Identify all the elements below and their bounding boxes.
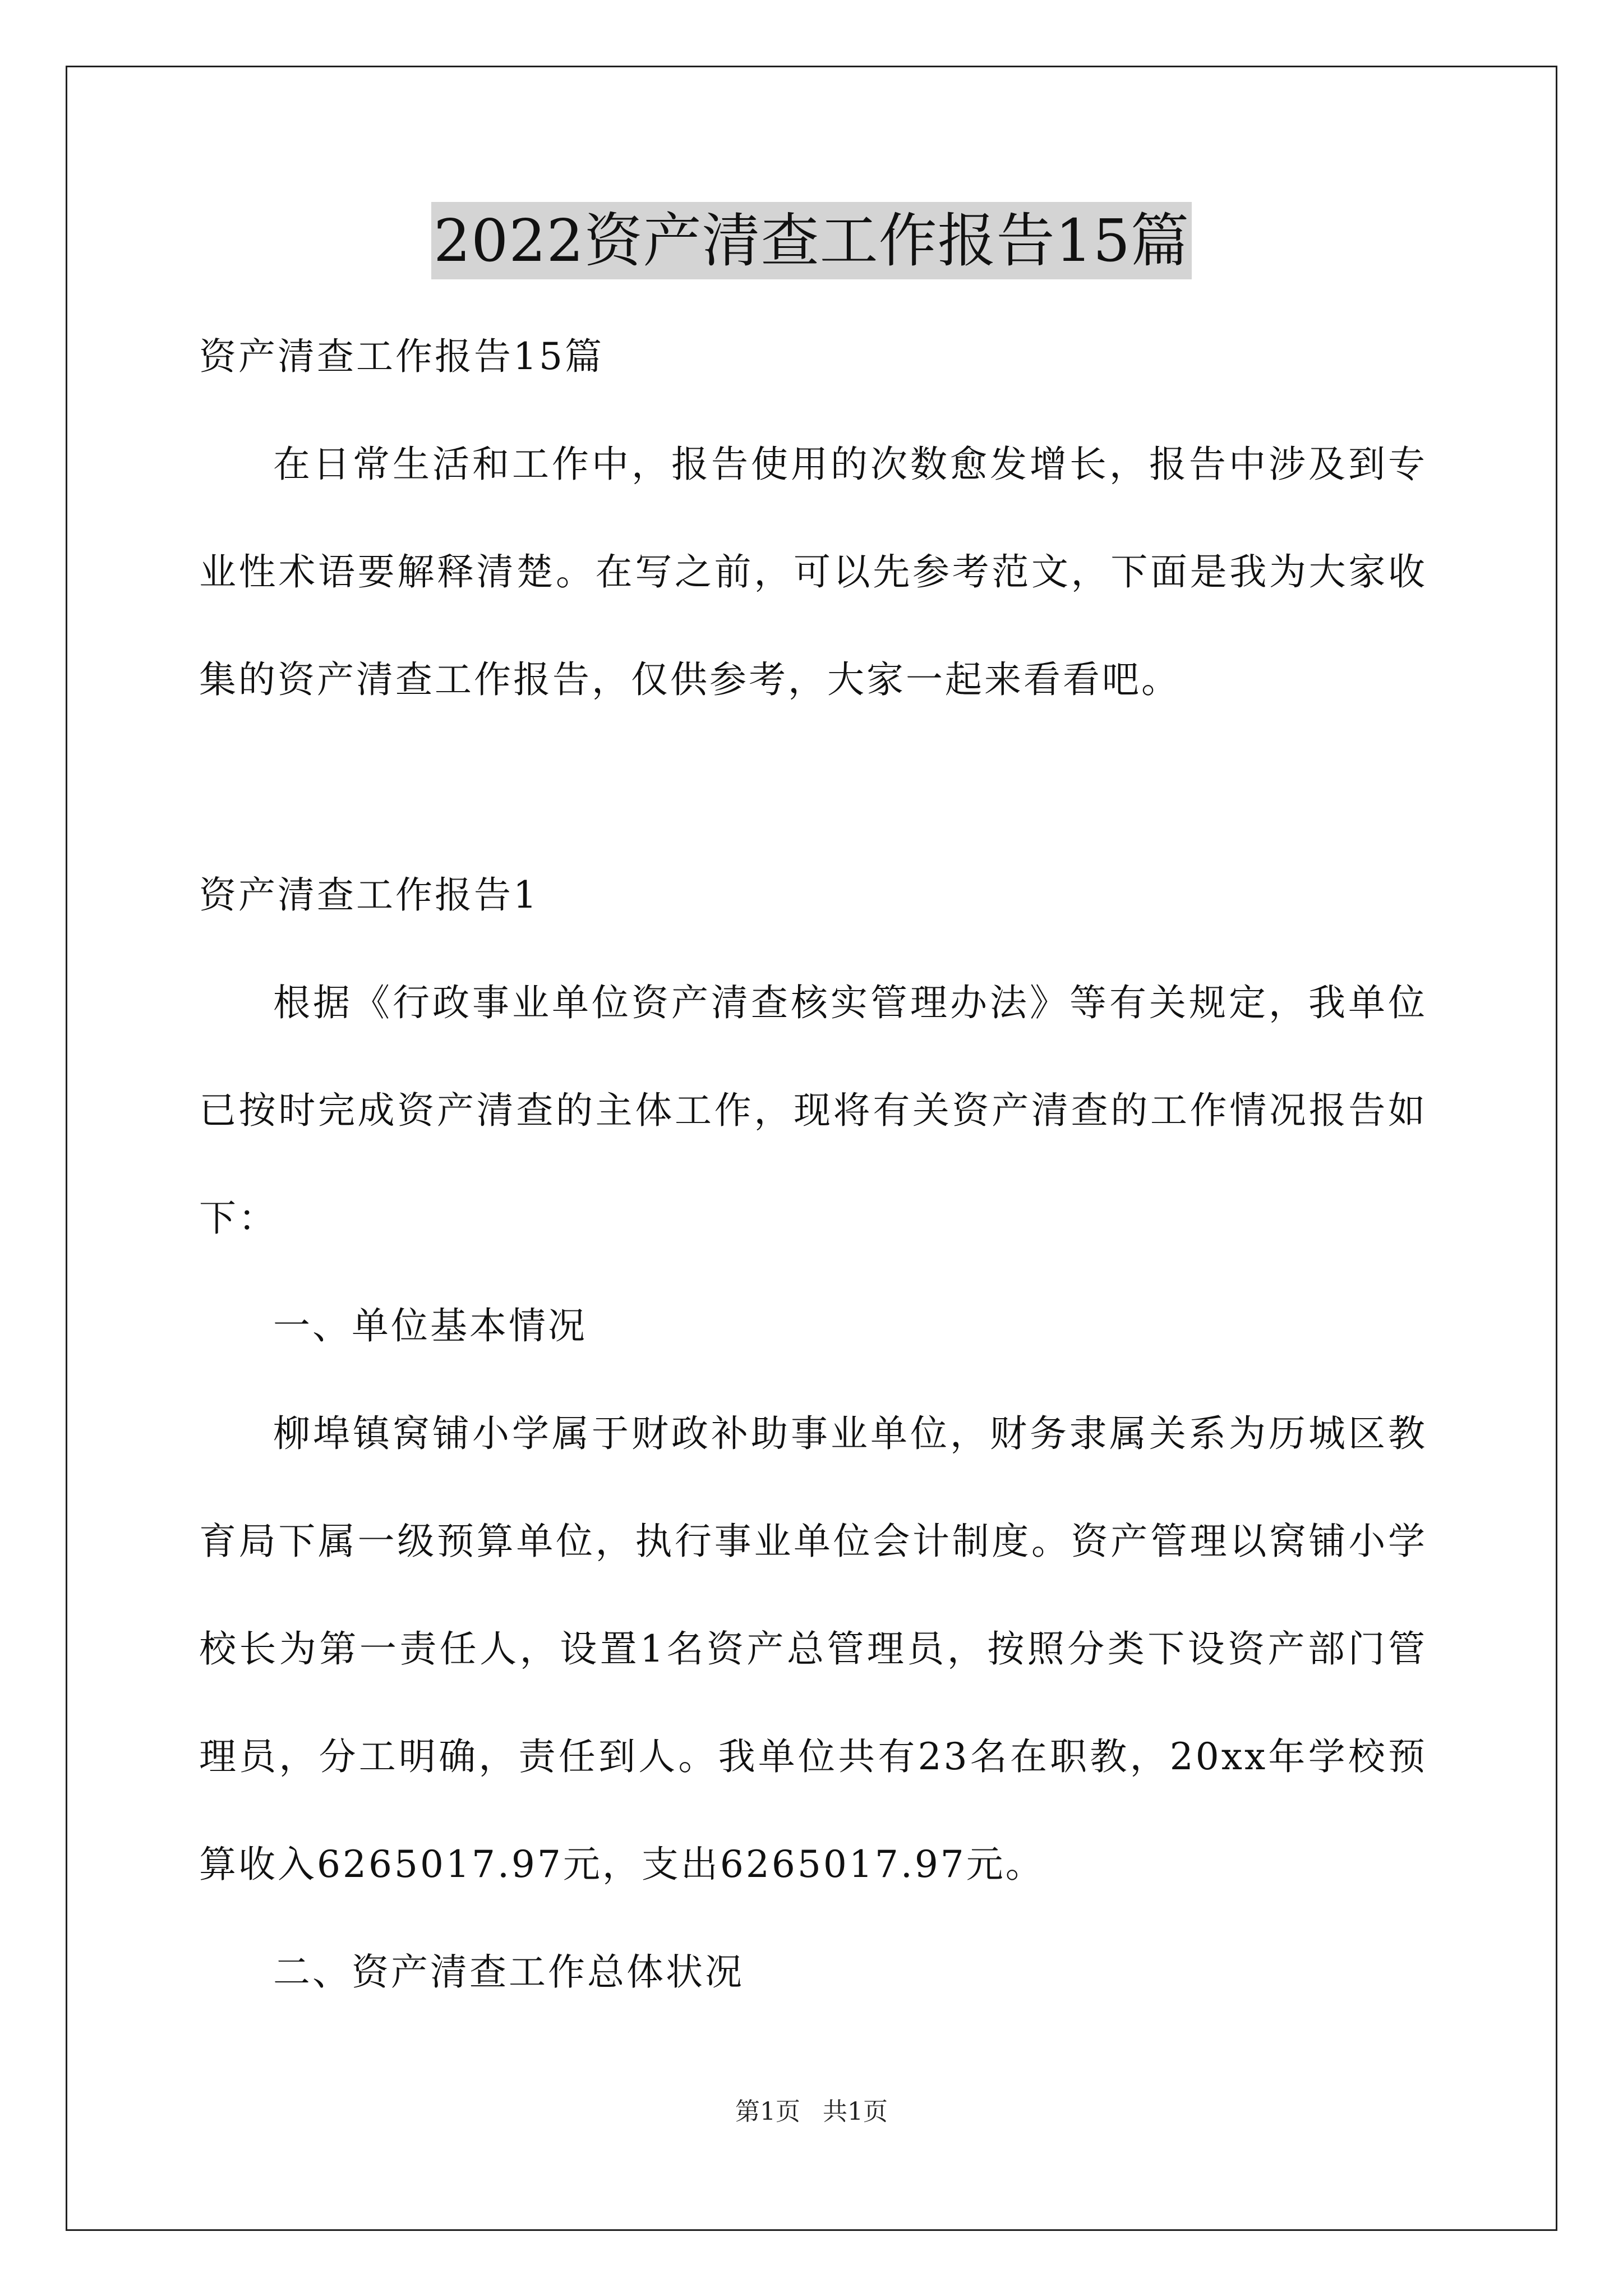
- title-container: [0, 202, 1623, 279]
- document-subtitle: 资产清查工作报告15篇: [199, 335, 604, 378]
- page-total: 共1页: [823, 2097, 888, 2126]
- page-footer: [0, 2095, 1623, 2129]
- document-body: [199, 303, 1427, 2026]
- intro-paragraph: 在日常生活和工作中，报告使用的次数愈发增长，报告中涉及到专业性术语要解释清楚。在写之前，可以先参考范文，下面是我为大家收集的资产清查工作报告，仅供参考，大家一起来看看吧。: [199, 443, 1427, 701]
- document-title: 2022资产清查工作报告15篇: [431, 202, 1192, 279]
- page-number: 第1页: [735, 2097, 800, 2126]
- body-paragraph: 柳埠镇窝铺小学属于财政补助事业单位，财务隶属关系为历城区教育局下属一级预算单位，执行事业单位会计制度。资产管理以窝铺小学校长为第一责任人，设置1名资产总管理员，按照分类下设资产部门管理员，分工明确，责任到人。我单位共有23名在职教，20xx年学校预算收入6265017.97元，支出6265017.97元。: [199, 1412, 1427, 1886]
- body-paragraph: 根据《行政事业单位资产清查核实管理办法》等有关规定，我单位已按时完成资产清查的主体工作，现将有关资产清查的工作情况报告如下：: [199, 981, 1427, 1240]
- spacer: [199, 734, 1427, 841]
- heading-one: 一、单位基本情况: [273, 1304, 587, 1347]
- section-heading: 资产清查工作报告1: [199, 873, 539, 917]
- heading-two: 二、资产清查工作总体状况: [273, 1950, 744, 1994]
